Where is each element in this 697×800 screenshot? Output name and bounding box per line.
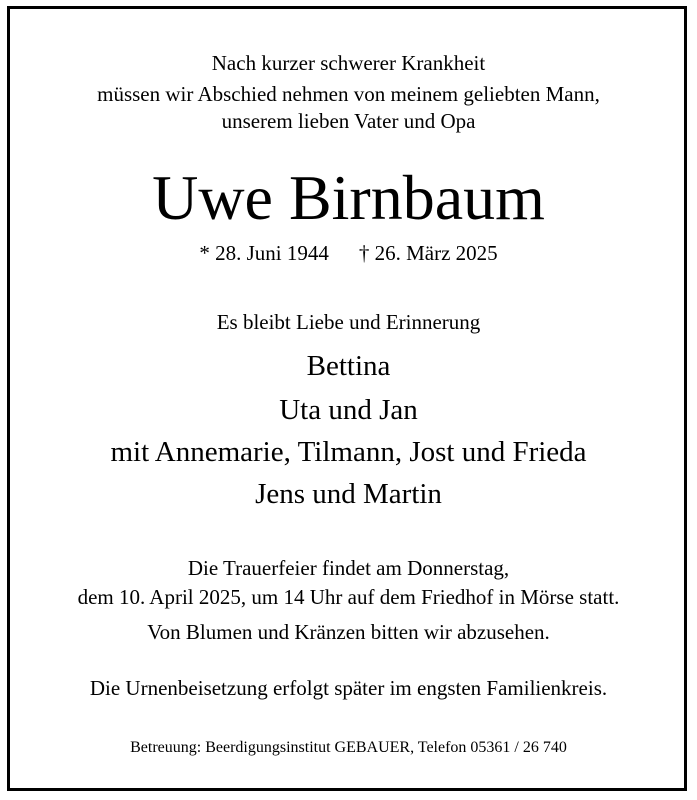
family-line-3: mit Annemarie, Tilmann, Jost und Frieda — [110, 436, 587, 468]
family-line-1: Bettina — [306, 350, 391, 382]
service-line-2: dem 10. April 2025, um 14 Uhr auf dem Friedhof in Mörse statt. — [77, 585, 620, 609]
intro-line-3: unserem lieben Vater und Opa — [221, 109, 476, 133]
funeral-home-footer: Betreuung: Beerdigungsinstitut GEBAUER, Telefon 05361 / 26 740 — [130, 739, 567, 756]
family-line-2: Uta und Jan — [279, 394, 418, 426]
intro-line-1: Nach kurzer schwerer Krankheit — [211, 51, 486, 75]
birth-date: * 28. Juni 1944 — [199, 241, 329, 265]
intro-line-2: müssen wir Abschied nehmen von meinem geliebten Mann, — [97, 82, 600, 106]
burial-note: Die Urnenbeisetzung erfolgt später im engsten Familienkreis. — [89, 676, 608, 700]
family-line-4: Jens und Martin — [255, 478, 442, 510]
life-dates — [0, 243, 697, 264]
service-line-1: Die Trauerfeier findet am Donnerstag, — [187, 556, 510, 580]
deceased-name: Uwe Birnbaum — [152, 162, 545, 233]
motto: Es bleibt Liebe und Erinnerung — [216, 310, 481, 334]
service-line-3: Von Blumen und Kränzen bitten wir abzusehen. — [147, 620, 550, 644]
death-date: † 26. März 2025 — [358, 241, 498, 265]
